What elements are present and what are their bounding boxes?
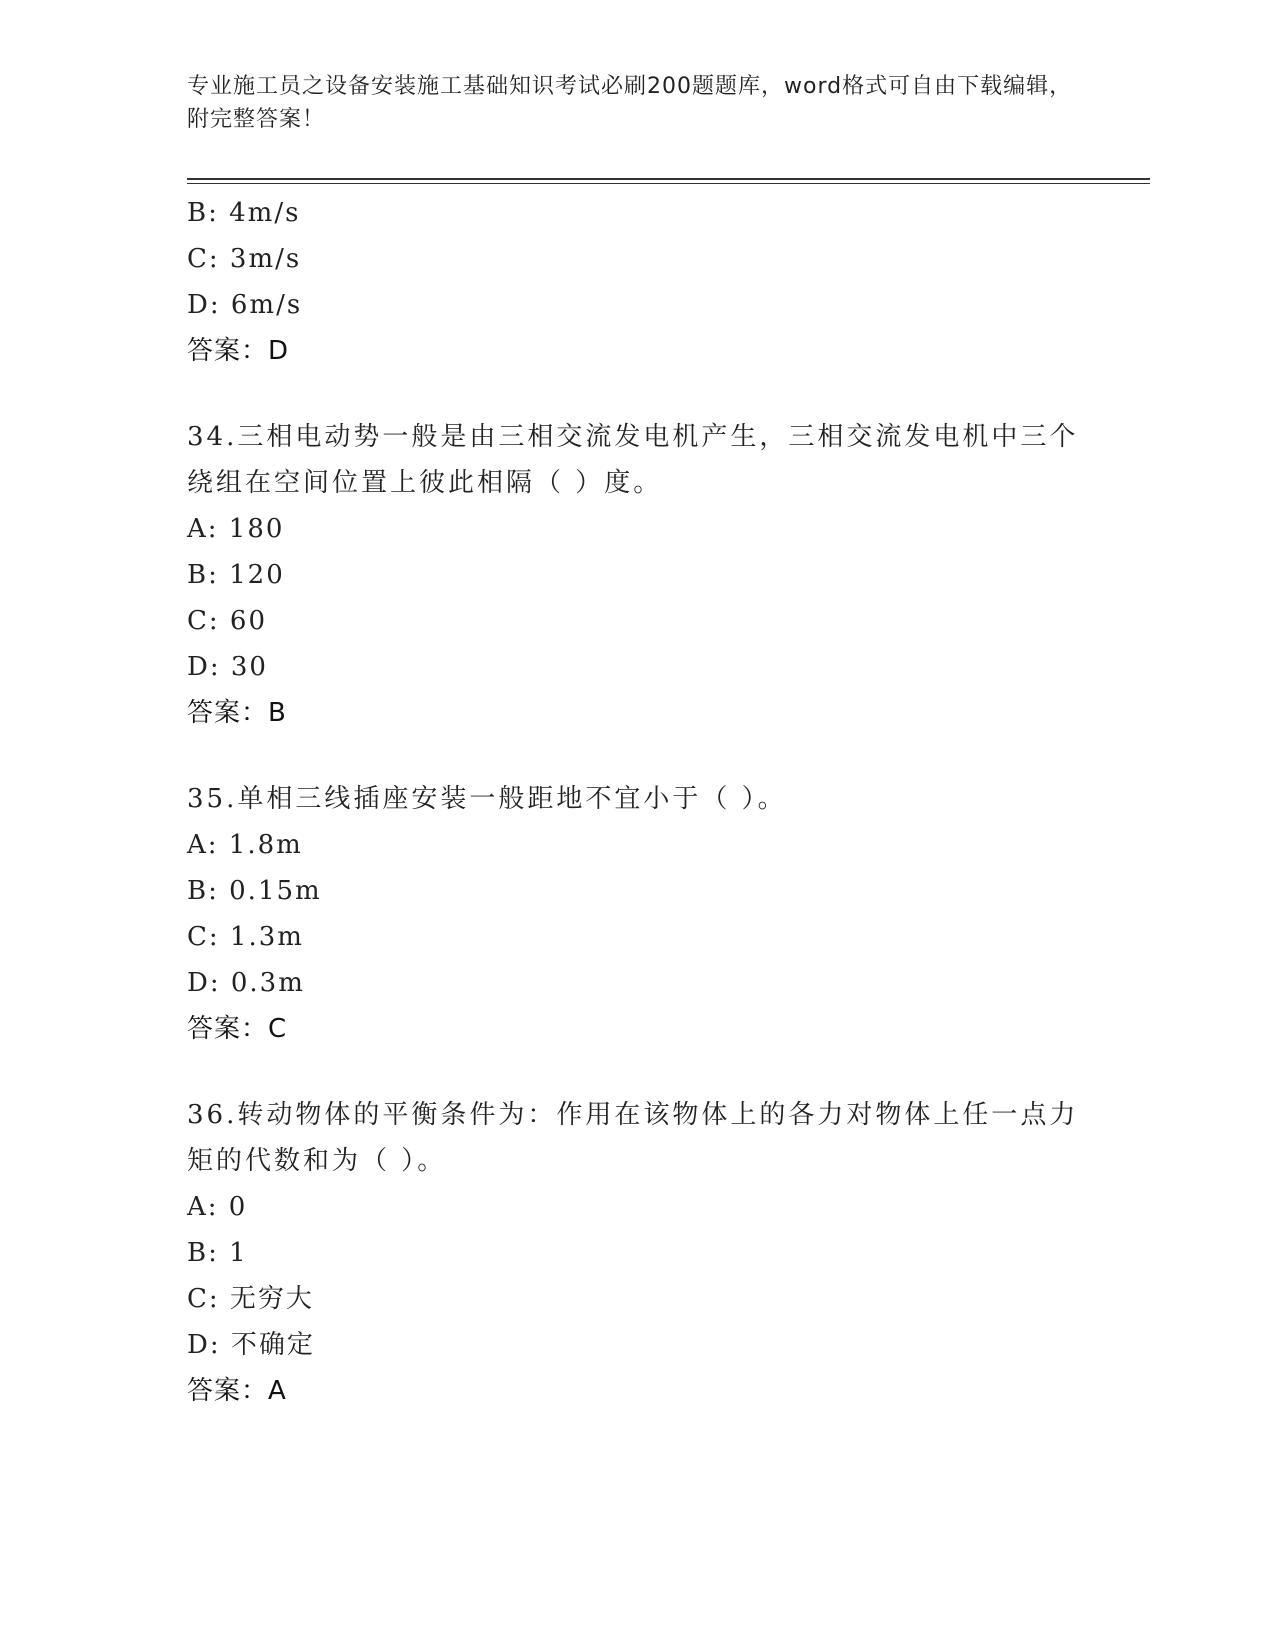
option-line: C: 3m/s	[187, 244, 302, 274]
option-line: B: 120	[187, 560, 285, 590]
question-stem: 36.转动物体的平衡条件为：作用在该物体上的各力对物体上任一点力矩的代数和为（ ）。	[187, 1100, 1079, 1176]
answer-line: 答案：D	[187, 336, 290, 366]
option-line: C: 无穷大	[187, 1284, 314, 1314]
option-line: D: 6m/s	[187, 290, 303, 320]
question-block-34	[187, 414, 1087, 736]
question-block-35	[187, 776, 1087, 1052]
option-line: B: 0.15m	[187, 876, 322, 906]
answer-line: 答案：A	[187, 1376, 287, 1406]
option-line: D: 0.3m	[187, 968, 305, 998]
option-line: A: 1.8m	[187, 830, 303, 860]
option-line: C: 1.3m	[187, 922, 304, 952]
header-rule-thin	[187, 183, 1150, 184]
option-line: C: 60	[187, 606, 268, 636]
option-line: D: 不确定	[187, 1330, 315, 1360]
option-line: D: 30	[187, 652, 268, 682]
option-line: A: 180	[187, 514, 285, 544]
prev-question-block	[187, 190, 1087, 374]
answer-line: 答案：B	[187, 698, 287, 728]
question-block-36	[187, 1092, 1087, 1414]
header-rule-thick	[187, 178, 1150, 180]
content-area	[187, 190, 1087, 1414]
document-title: 专业施工员之设备安装施工基础知识考试必刷200题题库，word格式可自由下载编辑，附完整答案！	[187, 74, 1073, 132]
option-line: B: 1	[187, 1238, 248, 1268]
answer-line: 答案：C	[187, 1014, 288, 1044]
option-line: B: 4m/s	[187, 198, 301, 228]
question-stem: 34.三相电动势一般是由三相交流发电机产生，三相交流发电机中三个绕组在空间位置上彼此相隔（ ）度。	[187, 422, 1079, 498]
question-stem: 35.单相三线插座安装一般距地不宜小于（ ）。	[187, 784, 787, 814]
option-line: A: 0	[187, 1192, 248, 1222]
